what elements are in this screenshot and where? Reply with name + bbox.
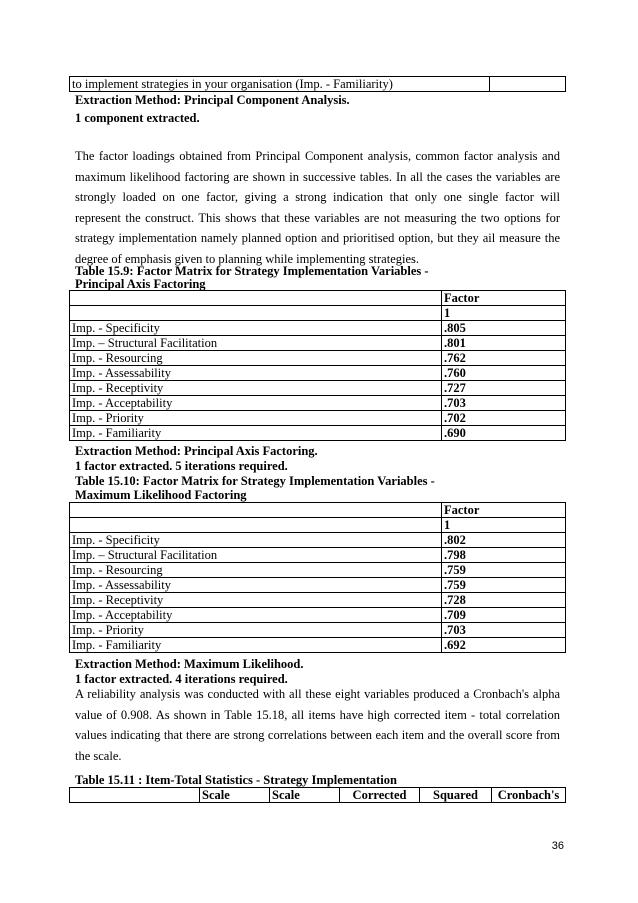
table-15-10-subheader-blank (70, 518, 442, 533)
paragraph-factor-loadings: The factor loadings obtained from Principal Component analysis, common factor analysis and maximum likelihood factoring are shown in successive tables. In all the cases the variables are strongly loaded on one factor, giving a strong indication that only one single factor will represent the construct. This shows that these variables are not measuring the two options for strategy implementation namely planned option and prioritised option, but they ail measure the degree of emphasis given to planning while implementing strategies. (75, 149, 560, 266)
table-15-11-header-squared: Squared (420, 788, 492, 803)
table-15-10-title-line1: Table 15.10: Factor Matrix for Strategy Implementation Variables - (75, 474, 435, 488)
table-15-9-row-label: Imp. - Familiarity (70, 426, 442, 441)
table-15-9-row (70, 366, 566, 381)
table-15-10-row-label: Imp. - Assessability (70, 578, 442, 593)
table-15-11-header-scale-2: Scale (270, 788, 340, 803)
table-15-9-header-factor: Factor (442, 291, 566, 306)
table-15-9-row-value: .690 (442, 426, 566, 441)
table-15-9-row-value: .760 (442, 366, 566, 381)
table-15-10-row-label: Imp. - Resourcing (70, 563, 442, 578)
table-15-9-title-line2: Principal Axis Factoring (75, 277, 206, 291)
pca-extraction-note: Extraction Method: Principal Component Analysis. (75, 93, 350, 107)
table-15-9-row-value: .702 (442, 411, 566, 426)
table-15-9-row (70, 411, 566, 426)
table-15-9-note-extraction: Extraction Method: Principal Axis Factoring. (75, 444, 318, 458)
table-15-9-row-label: Imp. - Acceptability (70, 396, 442, 411)
table-15-10-row-value: .759 (442, 563, 566, 578)
table-15-11-header-corrected: Corrected (340, 788, 420, 803)
table-15-10-row (70, 578, 566, 593)
table-15-10-row-label: Imp. - Receptivity (70, 593, 442, 608)
pca-component-note: 1 component extracted. (75, 111, 200, 125)
table-15-9-row (70, 381, 566, 396)
page-number: 36 (551, 840, 564, 852)
table-15-11 (69, 787, 566, 803)
table-15-10-row-label: Imp. - Acceptability (70, 608, 442, 623)
table-15-10-row (70, 533, 566, 548)
table-15-9-row-value: .762 (442, 351, 566, 366)
table-15-10-header-factor: Factor (442, 503, 566, 518)
table-15-10-title-line2: Maximum Likelihood Factoring (75, 488, 247, 502)
table-15-9-title-line1: Table 15.9: Factor Matrix for Strategy Implementation Variables - (75, 264, 429, 278)
table-15-9-row-value: .703 (442, 396, 566, 411)
table-15-9-row (70, 336, 566, 351)
table-15-11-title: Table 15.11 : Item-Total Statistics - Strategy Implementation (75, 773, 397, 787)
previous-table-cell-value (490, 77, 566, 92)
table-15-10-row (70, 608, 566, 623)
table-15-9-row-label: Imp. - Priority (70, 411, 442, 426)
table-15-10-subheader-1: 1 (442, 518, 566, 533)
table-15-10-row-value: .692 (442, 638, 566, 653)
table-15-10-header-blank (70, 503, 442, 518)
table-15-10-row-value: .709 (442, 608, 566, 623)
table-15-10 (69, 502, 566, 653)
table-15-9-subheader-blank (70, 306, 442, 321)
table-15-10-row-value: .759 (442, 578, 566, 593)
table-15-10-row (70, 638, 566, 653)
table-15-9-header-blank (70, 291, 442, 306)
table-15-11-header-scale-1: Scale (200, 788, 270, 803)
table-15-9-row (70, 396, 566, 411)
table-15-9-row-label: Imp. – Structural Facilitation (70, 336, 442, 351)
table-15-10-note-extraction: Extraction Method: Maximum Likelihood. (75, 657, 304, 671)
table-15-10-row-value: .728 (442, 593, 566, 608)
table-15-9-row-value: .805 (442, 321, 566, 336)
table-15-9-row-value: .801 (442, 336, 566, 351)
table-15-9-row (70, 426, 566, 441)
previous-table-cell-label: to implement strategies in your organisation (Imp. - Familiarity) (70, 77, 490, 92)
table-15-10-row-label: Imp. – Structural Facilitation (70, 548, 442, 563)
table-15-10-note-iterations: 1 factor extracted. 4 iterations required. (75, 672, 288, 686)
table-15-11-header-cronbach: Cronbach's (492, 788, 566, 803)
table-15-9-row-label: Imp. - Assessability (70, 366, 442, 381)
table-15-9-row (70, 321, 566, 336)
table-15-10-row-value: .802 (442, 533, 566, 548)
table-15-11-header-blank (70, 788, 200, 803)
table-15-10-row (70, 623, 566, 638)
table-15-10-row-label: Imp. - Specificity (70, 533, 442, 548)
table-15-10-row-value: .798 (442, 548, 566, 563)
table-15-10-row (70, 548, 566, 563)
previous-table-last-row (69, 76, 566, 92)
table-15-9-row-label: Imp. - Resourcing (70, 351, 442, 366)
table-15-9-subheader-1: 1 (442, 306, 566, 321)
table-15-10-row-label: Imp. - Familiarity (70, 638, 442, 653)
table-15-10-row (70, 593, 566, 608)
table-15-9-row-label: Imp. - Receptivity (70, 381, 442, 396)
table-15-9-row-label: Imp. - Specificity (70, 321, 442, 336)
table-15-9-row-value: .727 (442, 381, 566, 396)
table-15-9 (69, 290, 566, 441)
table-15-9-note-iterations: 1 factor extracted. 5 iterations required. (75, 459, 288, 473)
table-15-10-row-label: Imp. - Priority (70, 623, 442, 638)
table-15-10-row (70, 563, 566, 578)
table-15-10-row-value: .703 (442, 623, 566, 638)
table-15-9-row (70, 351, 566, 366)
paragraph-reliability: A reliability analysis was conducted with all these eight variables produced a Cronbach's alpha value of 0.908. As shown in Table 15.18, all items have high corrected item - total correlation values indicating that there are strong correlations between each item and the overall score from the scale. (75, 687, 560, 763)
